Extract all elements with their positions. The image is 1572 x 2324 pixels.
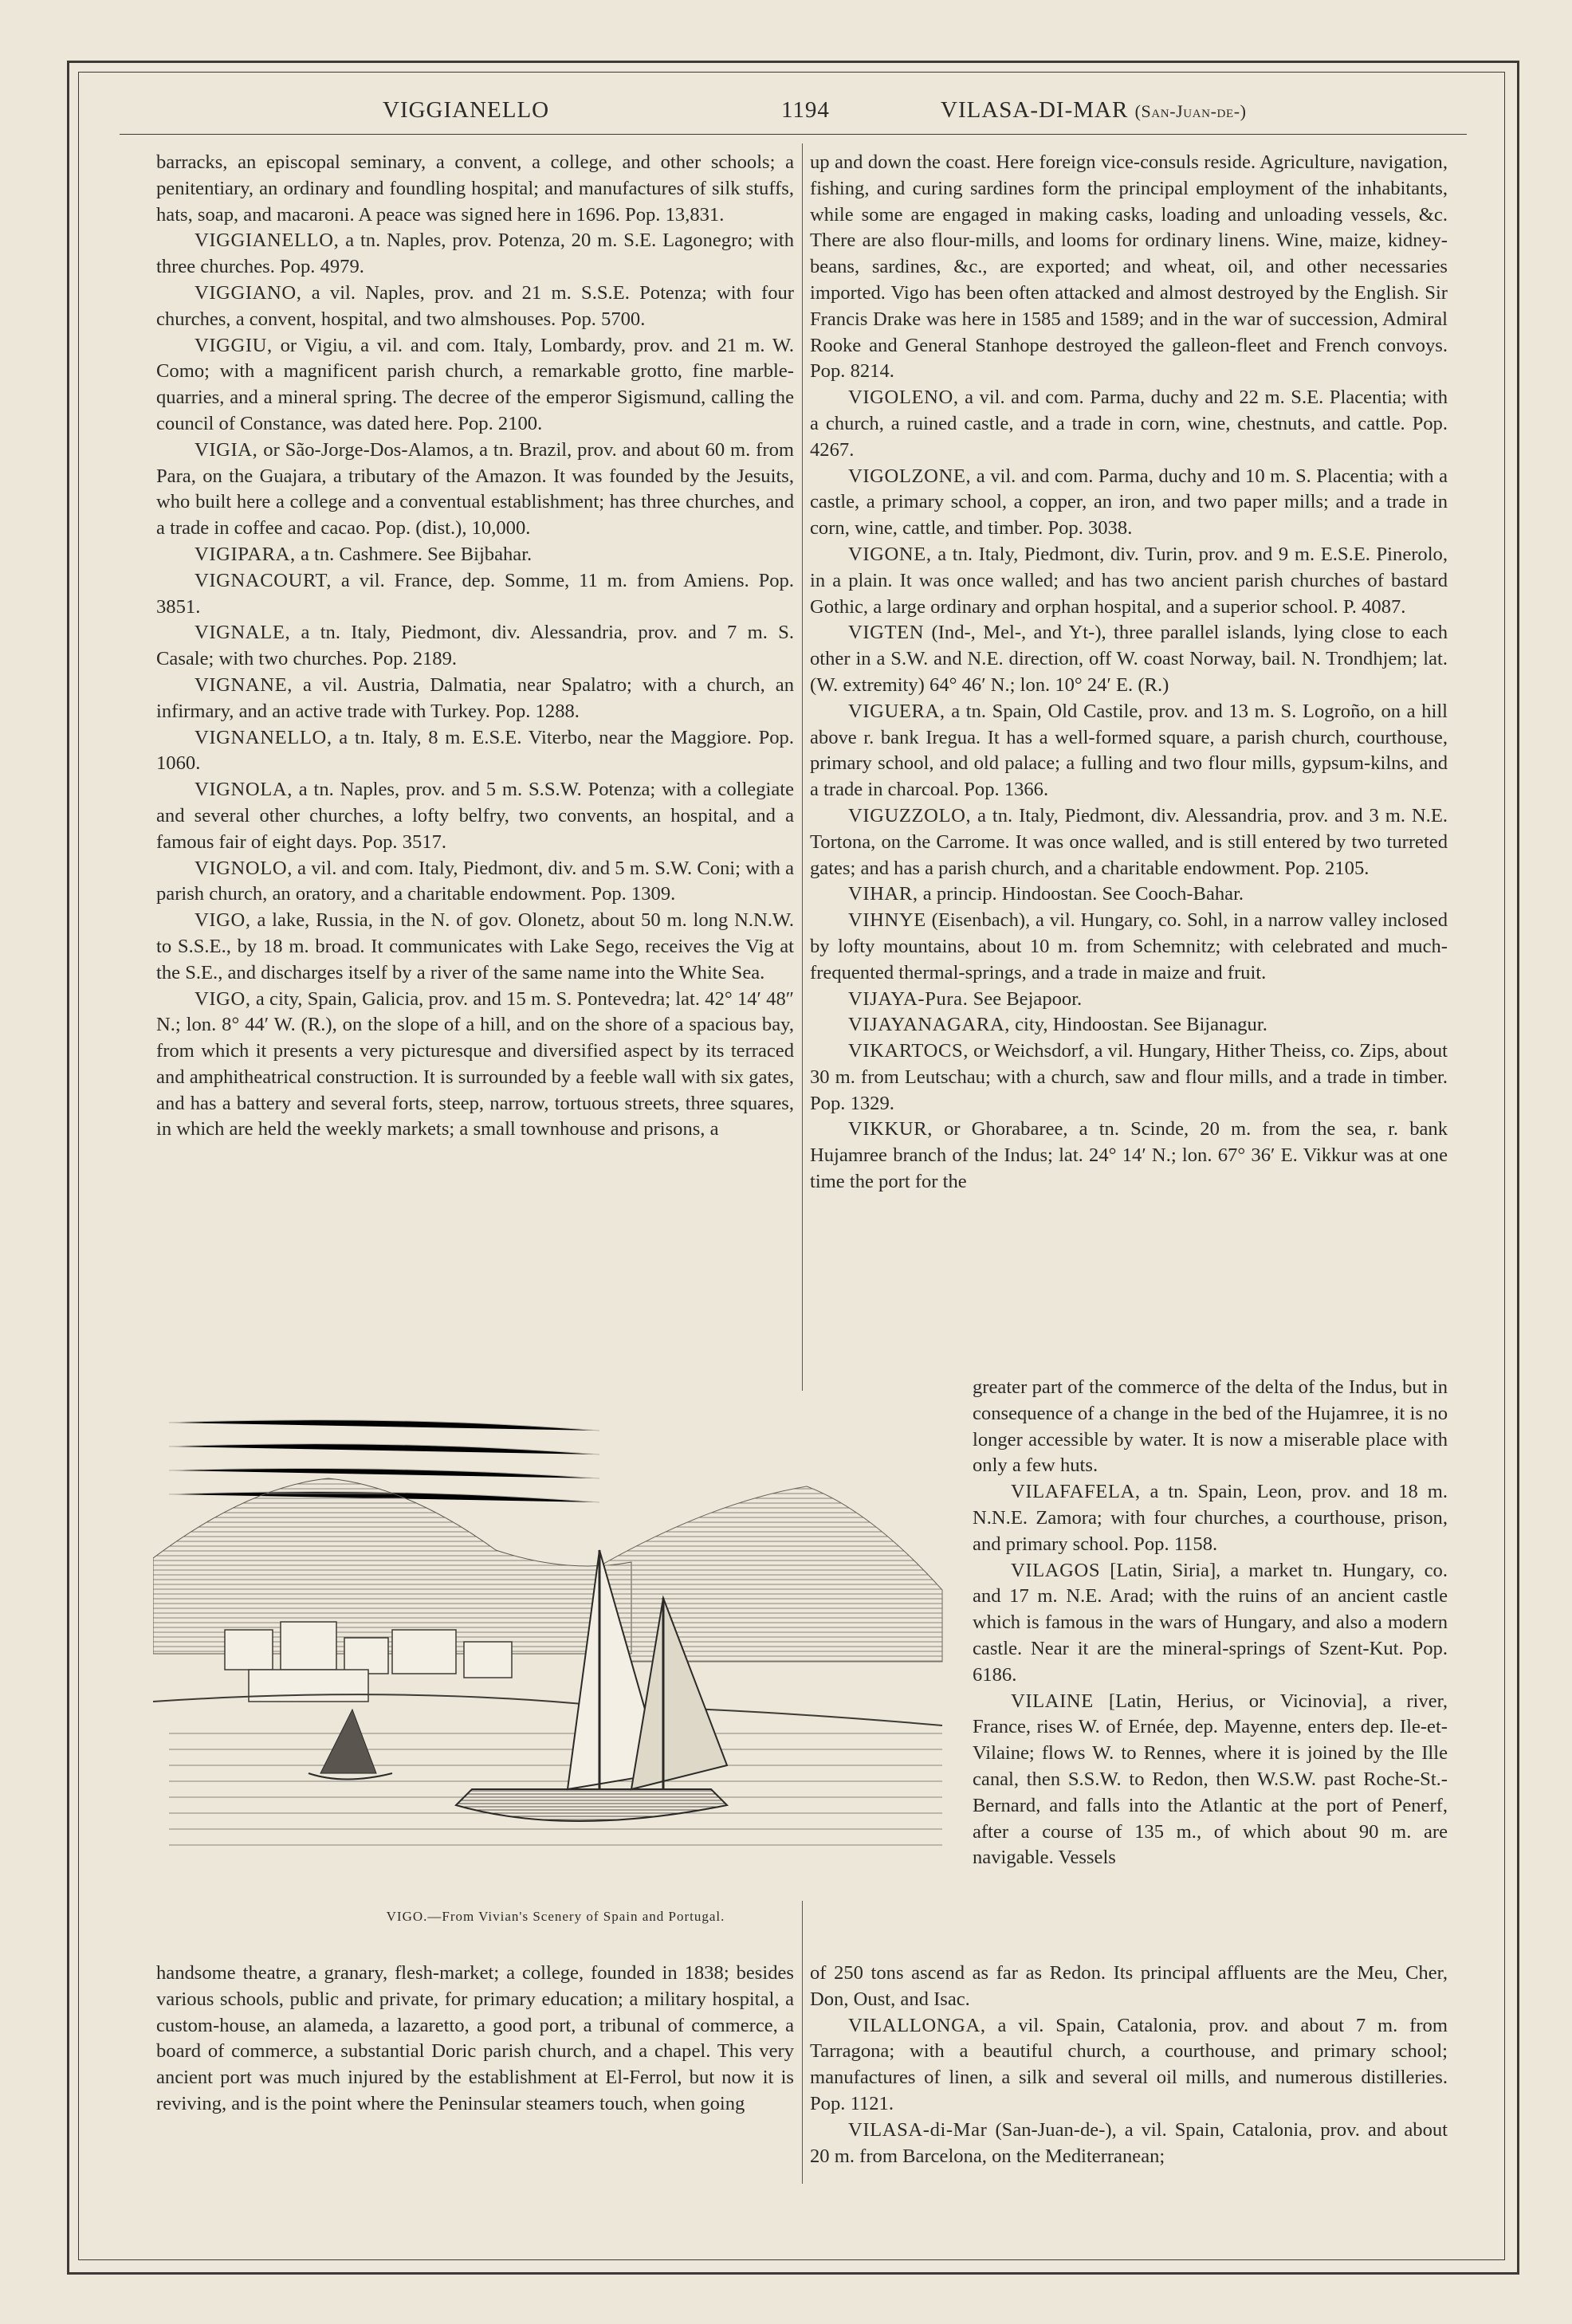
- entry-text: a tn. Spain, Leon, prov. and 18 m. N.N.E. Zamora; with four churches, a courthouse, prison, and primary school. Pop. 1158.: [973, 1481, 1448, 1555]
- vigo-harbour-illustration: [153, 1391, 958, 1901]
- gazetteer-entry: [810, 2118, 1448, 2170]
- gazetteer-entry: [156, 777, 794, 855]
- entry-text: a vil. Spain, Catalonia, prov. and about 7 m. from Tarragona; with a beautiful church, a courthouse, and primary school; manufactures of linen, a silk and several oil mills, and numerous distilleries. Pop. 1121.: [810, 2014, 1448, 2114]
- gazetteer-entry: [156, 908, 794, 986]
- entry-headword: VIGGIU,: [195, 334, 273, 356]
- gazetteer-entry: [810, 385, 1448, 463]
- vigo-engraving: [153, 1391, 958, 1933]
- entry-text: [Latin, Siria], a market tn. Hungary, co. and 17 m. N.E. Arad; with the ruins of an ancient castle which is famous in the wars of Hungary, and also a modern castle. Near it are the mineral-springs of Szent-Kut. Pop. 6186.: [973, 1559, 1448, 1686]
- gazetteer-entry: [810, 150, 1448, 385]
- gazetteer-entry: [156, 281, 794, 333]
- gazetteer-entry: [156, 1961, 794, 2118]
- right-column-wrap: [973, 1375, 1448, 1871]
- entry-text: a city, Spain, Galicia, prov. and 15 m. S. Pontevedra; lat. 42° 14′ 48″ N.; lon. 8° 44′ W. (R.), on the slope of a hill, and on the shore of a spacious bay, from which it presents a very picturesque and diversified aspect by its terraced and amphitheatrical construction. It is surrounded by a feeble wall with six gates, and has a battery and several forts, steep, narrow, tortuous streets, three squares, in which are held the weekly markets; a small townhouse and prisons, a: [156, 987, 794, 1140]
- gazetteer-entry: [156, 856, 794, 909]
- entry-headword: VILALLONGA,: [848, 2014, 986, 2036]
- entry-text: a vil. and com. Italy, Piedmont, div. and 5 m. S.W. Coni; with a parish church, an oratory, and a charitable endowment. Pop. 1309.: [156, 857, 794, 905]
- right-column-bottom: [810, 1961, 1448, 2169]
- entry-text: of 250 tons ascend as far as Redon. Its principal affluents are the Meu, Cher, Don, Oust, and Isac.: [810, 1962, 1448, 2010]
- entry-text: or São-Jorge-Dos-Alamos, a tn. Brazil, prov. and about 60 m. from Para, on the Guajara, a tributary of the Amazon. It was founded by the Jesuits, who built here a college and a conventual establishment; has three churches, and a trade in coffee and cacao. Pop. (dist.), 10,000.: [156, 438, 794, 540]
- entry-headword: VIGNOLO,: [195, 857, 293, 879]
- entry-headword: VIKKUR,: [848, 1118, 933, 1140]
- entry-headword: VIGOLZONE,: [848, 465, 972, 487]
- entry-headword: VILAFAFELA,: [1011, 1481, 1141, 1503]
- entry-text: (Ind-, Mel-, and Yt-), three parallel islands, lying close to each other in a S.W. and N.E. direction, off W. coast Norway, bail. N. Trondhjem; lat. (W. extremity) 64° 46′ N.; lon. 10° 24′ E. (R.): [810, 622, 1448, 696]
- entry-text: a tn. Italy, 8 m. E.S.E. Viterbo, near the Maggiore. Pop. 1060.: [156, 726, 794, 775]
- page-header: [120, 88, 1467, 135]
- entry-text: a tn. Naples, prov. and 5 m. S.S.W. Potenza; with a collegiate and several other churches, a lofty belfry, two convents, an hospital, and a famous fair of eight days. Pop. 3517.: [156, 779, 794, 853]
- entry-text: city, Hindoostan. See Bijanagur.: [1009, 1014, 1267, 1036]
- header-rule: [120, 134, 1467, 135]
- gazetteer-entry: [810, 464, 1448, 542]
- entry-headword: VIJAYA-Pura.: [848, 987, 969, 1010]
- gazetteer-entry: [810, 881, 1448, 908]
- gazetteer-entry: [810, 1961, 1448, 2013]
- entry-headword: VIHNYE: [848, 909, 926, 932]
- entry-text: or Weichsdorf, a vil. Hungary, Hither Theiss, co. Zips, about 30 m. from Leutschau; with a church, saw and flour mills, and a trade in timber. Pop. 1329.: [810, 1040, 1448, 1114]
- entry-text: a vil. France, dep. Somme, 11 m. from Amiens. Pop. 3851.: [156, 569, 794, 618]
- gazetteer-entry: [156, 673, 794, 725]
- entry-text: a tn. Spain, Old Castile, prov. and 13 m. S. Logroño, on a hill above r. bank Iregua. It has a well-formed square, a parish church, courthouse, primary school, and old palace; a fulling and two flour mills, gypsum-kilns, and a trade in charcoal. Pop. 1366.: [810, 700, 1448, 801]
- entry-text: a tn. Italy, Piedmont, div. Turin, prov. and 9 m. E.S.E. Pinerolo, in a plain. It was once walled; and has two ancient parish churches of bastard Gothic, a large ordinary and orphan hospital, and a superior school. P. 4087.: [810, 543, 1448, 618]
- gazetteer-entry: [810, 1012, 1448, 1038]
- entry-headword: VIJAYANAGARA,: [848, 1014, 1010, 1036]
- figure-caption: VIGO.—From Vivian's Scenery of Spain and Portugal.: [386, 1909, 725, 1924]
- left-column: [156, 150, 794, 1143]
- entry-text: (Eisenbach), a vil. Hungary, co. Sohl, in a narrow valley inclosed by lofty mountains, about 10 m. from Schemnitz; with celebrated and much-frequented thermal-springs, and a trade in maize and fruit.: [810, 909, 1448, 983]
- left-column-bottom: [156, 1961, 794, 2118]
- entry-headword: VIGNANE,: [195, 673, 293, 696]
- entry-text: or Ghorabaree, a tn. Scinde, 20 m. from the sea, r. bank Hujamree branch of the Indus; lat. 24° 14′ N.; lon. 67° 36′ E. Vikkur was at one time the port for the: [810, 1118, 1448, 1193]
- entry-text: a vil. Naples, prov. and 21 m. S.S.E. Potenza; with four churches, a convent, hospital, and two almshouses. Pop. 5700.: [156, 281, 794, 330]
- entry-text: a tn. Italy, Piedmont, div. Alessandria, prov. and 7 m. S. Casale; with two churches. Pop. 2189.: [156, 622, 794, 670]
- entry-text: a lake, Russia, in the N. of gov. Olonetz, about 50 m. long N.N.W. to S.S.E., by 18 m. broad. It communicates with Lake Sego, receives the Vig at the S.E., and discharges itself by a river of the same name into the White Sea.: [156, 909, 794, 983]
- gazetteer-entry: [810, 699, 1448, 803]
- header-right-term: VILASA-DI-MAR (San-Juan-de-): [941, 97, 1247, 123]
- entry-headword: VILAINE: [1011, 1690, 1094, 1712]
- right-column: [810, 150, 1448, 1195]
- page-number: 1194: [781, 97, 830, 123]
- entry-headword: VIGUZZOLO,: [848, 804, 972, 826]
- entry-headword: VIGUERA,: [848, 700, 945, 722]
- entry-headword: VIGNOLA,: [195, 779, 293, 801]
- entry-headword: VIGIPARA,: [195, 543, 296, 565]
- gazetteer-entry: [156, 542, 794, 568]
- gazetteer-entry: [810, 542, 1448, 620]
- entry-text: a princip. Hindoostan. See Cooch-Bahar.: [918, 883, 1244, 905]
- gazetteer-entry: [810, 987, 1448, 1013]
- entry-text: handsome theatre, a granary, flesh-market; a college, founded in 1838; besides various schools, public and private, for primary education; a military hospital, a custom-house, an alameda, a lazaretto, a good port, a tribunal of commerce, a board of commerce, a substantial Doric parish church, and a chapel. This very ancient port was much injured by the establishment at El-Ferrol, but now it is reviving, and is the point where the Peninsular steamers touch, when going: [156, 1962, 794, 2114]
- gazetteer-entry: [156, 620, 794, 673]
- entry-text: (San-Juan-de-), a vil. Spain, Catalonia, prov. and about 20 m. from Barcelona, on the Mediterranean;: [810, 2118, 1448, 2167]
- entry-headword: VIHAR,: [848, 883, 918, 905]
- entry-headword: VIGNALE,: [195, 622, 291, 644]
- gazetteer-entry: [156, 438, 794, 542]
- entry-text: or Vigiu, a vil. and com. Italy, Lombardy, prov. and 21 m. W. Como; with a magnificent parish church, a remarkable grotto, fine marble-quarries, and a mineral spring. The decree of the emperor Sigismund, calling the council of Constance, was dated here. Pop. 2100.: [156, 334, 794, 434]
- entry-text: See Bejapoor.: [968, 987, 1083, 1010]
- entry-text: a tn. Cashmere. See Bijbahar.: [295, 543, 533, 565]
- entry-text: a vil. and com. Parma, duchy and 10 m. S. Placentia; with a castle, a primary school, a copper, an iron, and two paper mills; and a trade in corn, wine, cattle, and timber. Pop. 3038.: [810, 465, 1448, 540]
- gazetteer-entry: [156, 568, 794, 621]
- entry-headword: VIGONE,: [848, 543, 932, 565]
- entry-text: a vil. Austria, Dalmatia, near Spalatro; with a church, an infirmary, and an active trade with Turkey. Pop. 1288.: [156, 673, 794, 722]
- gazetteer-entry: [810, 620, 1448, 698]
- entry-headword: VIKARTOCS,: [848, 1040, 969, 1062]
- gazetteer-entry: [810, 1117, 1448, 1195]
- entry-text: [Latin, Herius, or Vicinovia], a river, France, rises W. of Ernée, dep. Mayenne, enters dep. Ile-et-Vilaine; flows W. to Rennes, where it is joined by the Ille canal, then S.S.W. to Redon, then W.S.W. past Roche-St.-Bernard, and falls into the Atlantic at the port of Penerf, after a course of 135 m., of which about 90 m. are navigable. Vessels: [973, 1690, 1448, 1869]
- entry-text: barracks, an episcopal seminary, a convent, a college, and other schools; a penitentiary, an ordinary and foundling hospital; and manufactures of silk stuffs, hats, soap, and macaroni. A peace was signed here in 1696. Pop. 13,831.: [156, 151, 794, 226]
- gazetteer-entry: [973, 1558, 1448, 1689]
- entry-headword: VIGTEN: [848, 622, 925, 644]
- gazetteer-entry: [973, 1479, 1448, 1557]
- gazetteer-entry: [810, 803, 1448, 881]
- entry-text: a tn. Naples, prov. Potenza, 20 m. S.E. Lagonegro; with three churches. Pop. 4979.: [156, 230, 794, 278]
- gazetteer-entry: [156, 725, 794, 778]
- entry-text: up and down the coast. Here foreign vice-consuls reside. Agriculture, navigation, fishing, and curing sardines form the principal employment of the inhabitants, while some are engaged in making casks, loading and unloading vessels, &c. There are also flour-mills, and looms for ordinary linens. Wine, maize, kidney-beans, sardines, &c., are exported; and wheat, oil, and other necessaries imported. Vigo has been often attacked and almost destroyed by the English. Sir Francis Drake was here in 1585 and 1589; and in the war of succession, Admiral Rooke and General Stanhope destroyed the galleon-fleet and French convoys. Pop. 8214.: [810, 151, 1448, 383]
- entry-text: a tn. Italy, Piedmont, div. Alessandria, prov. and 3 m. N.E. Tortona, on the Carrome. It was once walled, and is still entered by two turreted gates; and has a parish church, and a charitable endowment. Pop. 2105.: [810, 804, 1448, 879]
- entry-headword: VIGGIANELLO,: [195, 230, 340, 252]
- gazetteer-entry: [973, 1689, 1448, 1872]
- gazetteer-entry: [156, 987, 794, 1144]
- gazetteer-entry: [156, 228, 794, 281]
- gazetteer-entry: [810, 2013, 1448, 2118]
- entry-headword: VIGOLENO,: [848, 387, 959, 409]
- entry-headword: VIGGIANO,: [195, 281, 302, 304]
- entry-text: a vil. and com. Parma, duchy and 22 m. S.E. Placentia; with a church, a ruined castle, and a trade in corn, wine, chestnuts, and cattle. Pop. 4267.: [810, 387, 1448, 461]
- gazetteer-entry: [156, 333, 794, 438]
- gazetteer-entry: [973, 1375, 1448, 1479]
- gazetteer-entry: [810, 908, 1448, 986]
- entry-headword: VIGNANELLO,: [195, 726, 332, 748]
- entry-headword: VILAGOS: [1011, 1559, 1101, 1581]
- entry-headword: VIGNACOURT,: [195, 569, 332, 591]
- header-left-term: VIGGIANELLO: [383, 97, 550, 123]
- gazetteer-entry: [810, 1038, 1448, 1117]
- entry-headword: VILASA-di-Mar: [848, 2118, 988, 2141]
- entry-headword: VIGIA,: [195, 438, 258, 461]
- gazetteer-entry: [156, 150, 794, 228]
- entry-headword: VIGO,: [195, 987, 251, 1010]
- entry-headword: VIGO,: [195, 909, 251, 932]
- entry-text: greater part of the commerce of the delta of the Indus, but in consequence of a change in the bed of the Hujamree, it is no longer accessible by water. It is now a miserable place with only a few huts.: [973, 1376, 1448, 1477]
